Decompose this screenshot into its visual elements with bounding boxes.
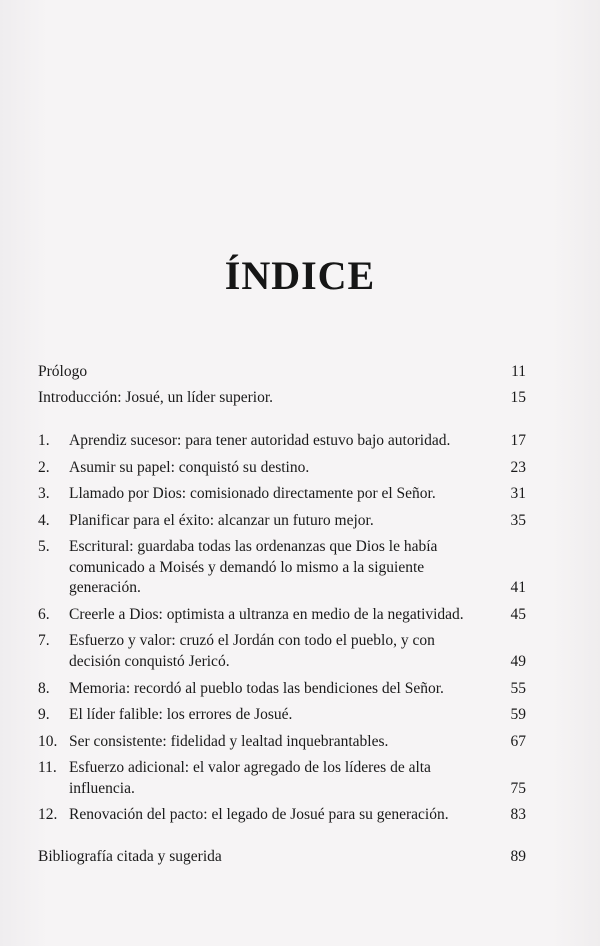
chapter-title: Creerle a Dios: optimista a ultranza en medio de la negatividad. [69,606,464,623]
toc-entry-title: Prólogo [38,363,88,380]
toc-entry-page: 49 [510,652,526,670]
toc-entry-page: 17 [510,432,526,449]
chapter-title: Ser consistente: fidelidad y lealtad inquebrantables. [69,733,389,750]
toc-entry-title: Bibliografía citada y sugerida [38,848,222,865]
toc-entry-chapter-5 [38,537,528,599]
chapter-number: 12. [38,806,58,823]
toc-entry-page: 89 [510,848,526,865]
toc-entry-page: 11 [511,363,526,380]
page-title: ÍNDICE [224,253,376,298]
chapter-number: 8. [38,680,50,697]
chapter-number: 6. [38,606,50,623]
chapter-number: 3. [38,485,50,502]
chapter-title-line-3: generación. [69,579,141,596]
chapter-title: Planificar para el éxito: alcanzar un futuro mejor. [69,512,374,529]
toc-entry-page: 83 [510,806,526,823]
toc-entry-chapter-11 [38,758,528,800]
toc-entry-page: 41 [510,579,526,596]
chapter-title-line-1: Esfuerzo adicional: el valor agregado de los líderes de alta [69,759,431,776]
chapter-title: Aprendiz sucesor: para tener autoridad estuvo bajo autoridad. [69,432,451,449]
chapter-number: 4. [38,512,50,529]
toc-entry-page: 35 [510,512,526,529]
chapter-title: El líder falible: los errores de Josué. [69,706,293,723]
chapter-title: Memoria: recordó al pueblo todas las bendiciones del Señor. [69,680,444,697]
toc-entry-page: 15 [510,389,526,406]
chapter-number: 11. [38,759,57,776]
toc-entry-chapter-7 [38,631,528,673]
chapter-title-line-2: decisión conquistó Jericó. [69,652,230,670]
chapter-number: 9. [38,706,50,723]
toc-entry-page: 45 [510,606,526,623]
chapter-title-line-1: Esfuerzo y valor: cruzó el Jordán con todo el pueblo, y con [69,632,435,649]
chapter-title-line-2: comunicado a Moisés y demandó lo mismo a la siguiente [69,558,425,576]
chapter-number: 5. [38,538,50,555]
chapter-title: Asumir su papel: conquistó su destino. [69,459,310,476]
toc-entry-title: Introducción: Josué, un líder superior. [38,389,274,406]
chapter-number: 7. [38,632,50,649]
toc-entry-page: 23 [510,459,526,476]
toc-entry-page: 75 [510,779,526,797]
toc-entry-page: 31 [510,485,526,502]
chapter-number: 2. [38,459,50,476]
chapter-title: Renovación del pacto: el legado de Josué para su generación. [69,806,449,823]
chapter-title-line-1: Escritural: guardaba todas las ordenanzas que Dios le había [69,538,438,555]
toc-entry-page: 55 [510,680,526,697]
chapter-title: Llamado por Dios: comisionado directamente por el Señor. [69,485,436,502]
toc-entry-page: 67 [510,733,526,750]
chapter-title-line-2: influencia. [69,779,135,797]
chapter-number: 1. [38,432,50,449]
chapter-number: 10. [38,733,58,750]
toc-entry-page: 59 [510,706,526,723]
